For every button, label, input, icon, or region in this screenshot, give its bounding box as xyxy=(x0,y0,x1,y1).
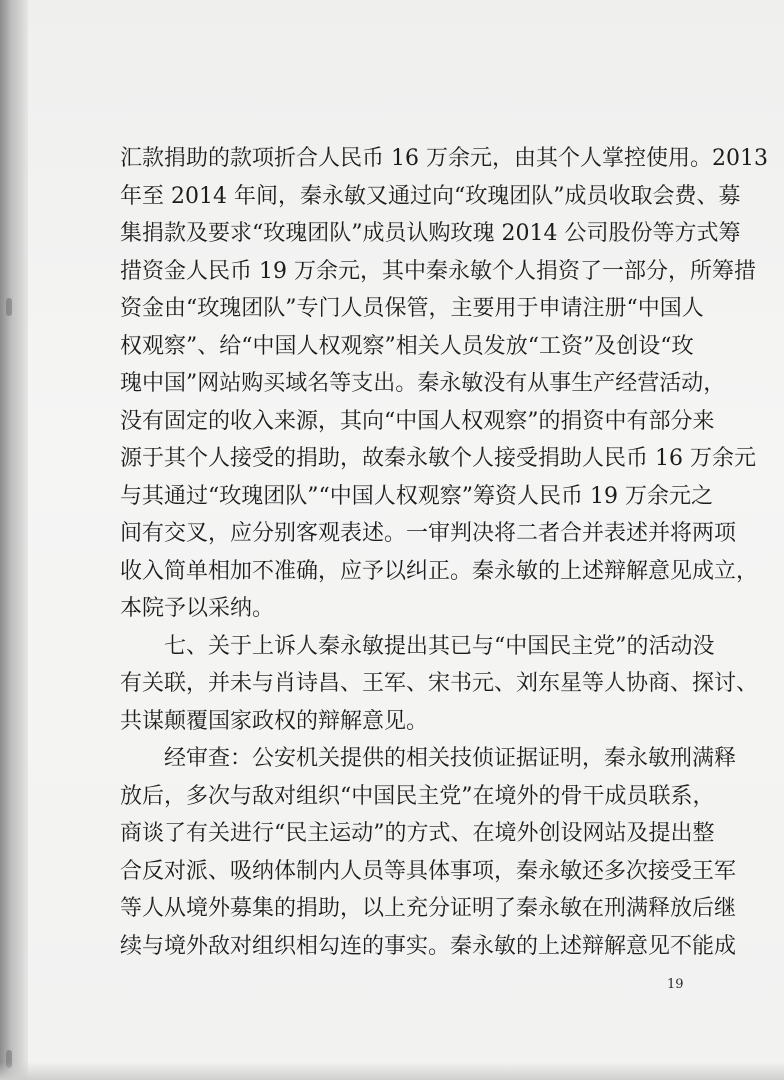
text-line: 与其通过“玫瑰团队”“中国人权观察”筹资人民币 19 万余元之 xyxy=(120,483,713,509)
text-line: 源于其个人接受的捐助，故秦永敏个人接受捐助人民币 16 万余元 xyxy=(120,446,756,471)
text-line: 权观察”、给“中国人权观察”相关人员发放“工资”及创设“玫 xyxy=(120,333,694,359)
text-line: 合反对派、吸纳体制内人员等具体事项，秦永敏还多次接受王军 xyxy=(120,858,737,884)
text-line: 经审查：公安机关提供的相关技侦证据证明，秦永敏刑满释 xyxy=(120,746,737,771)
page-edge-shadow xyxy=(0,1062,784,1080)
text-line: 共谋颠覆国家政权的辩解意见。 xyxy=(120,708,429,734)
text-line: 放后，多次与敌对组织“中国民主党”在境外的骨干成员联系， xyxy=(120,783,715,809)
text-line: 集捐款及要求“玫瑰团队”成员认购玫瑰 2014 公司股份等方式筹 xyxy=(120,221,741,246)
text-line: 没有固定的收入来源，其向“中国人权观察”的捐资中有部分来 xyxy=(120,408,715,434)
text-line: 资金由“玫瑰团队”专门人员保管，主要用于申请注册“中国人 xyxy=(120,296,704,321)
page-number: 19 xyxy=(667,977,684,992)
text-line: 年至 2014 年间，秦永敏又通过向“玫瑰团队”成员收取会费、募 xyxy=(120,183,741,209)
punch-hole-mark xyxy=(6,298,12,316)
text-line: 间有交叉，应分别客观表述。一审判决将二者合并表述并将两项 xyxy=(120,521,737,546)
text-line: 本院予以采纳。 xyxy=(120,596,275,621)
text-line: 措资金人民币 19 万余元，其中秦永敏个人捐资了一部分，所筹措 xyxy=(120,258,756,284)
text-line: 汇款捐助的款项折合人民币 16 万余元，由其个人掌控使用。2013 xyxy=(120,146,768,171)
text-line: 有关联，并未与肖诗昌、王军、宋书元、刘东星等人协商、探讨、 xyxy=(120,671,759,696)
text-line: 七、关于上诉人秦永敏提出其已与“中国民主党”的活动没 xyxy=(120,633,715,659)
text-line: 续与境外敌对组织相勾连的事实。秦永敏的上述辩解意见不能成 xyxy=(120,933,737,959)
text-line: 商谈了有关进行“民主运动”的方式、在境外创设网站及提出整 xyxy=(120,821,715,846)
text-line: 瑰中国”网站购买域名等支出。秦永敏没有从事生产经营活动， xyxy=(120,371,726,396)
text-line: 等人从境外募集的捐助，以上充分证明了秦永敏在刑满释放后继 xyxy=(120,896,737,921)
binding-shadow xyxy=(0,0,28,1080)
body-text xyxy=(120,140,768,965)
text-line: 收入简单相加不准确，应予以纠正。秦永敏的上述辩解意见成立， xyxy=(120,558,759,584)
